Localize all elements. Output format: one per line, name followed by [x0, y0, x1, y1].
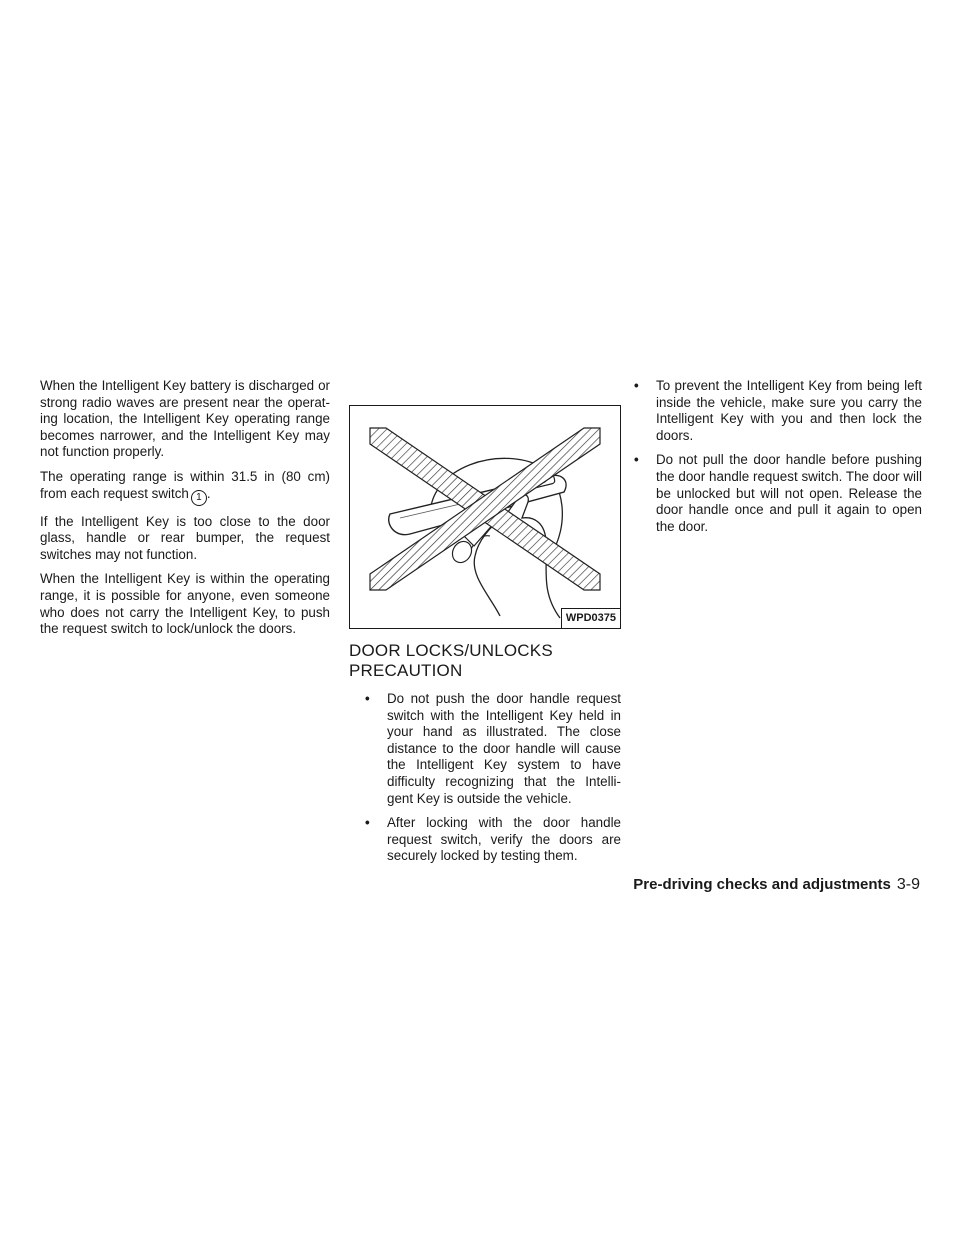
paragraph-battery: When the Intelligent Key battery is discharged or strong radio waves are present near the operat-ing location, the Intelligent Key operating range becomes narrower, and the Intelligent Key may not function properly. — [40, 378, 330, 460]
list-item: • After locking with the door handle request switch, verify the doors are securely locked by testing them. — [365, 815, 621, 864]
page-footer — [620, 876, 920, 894]
list-item: • Do not pull the door handle before pushing the door handle request switch. The door will be unlocked but will not open. Release the door handle once and pull it again to open the door. — [634, 452, 922, 534]
range-end: . — [206, 485, 211, 501]
paragraph-too-close: If the Intelligent Key is too close to the door glass, handle or rear bumper, the request switches may not function. — [40, 513, 330, 562]
paragraph-range — [40, 469, 330, 506]
range-text: The operating range is within 31.5 in (80 cm) from each request switch — [40, 468, 330, 501]
right-column — [634, 378, 922, 543]
precaution-list-continued — [634, 378, 922, 535]
middle-column — [349, 405, 621, 873]
paragraph-anyone: When the Intelligent Key is within the operating range, it is possible for anyone, even someone who does not carry the Intelligent Key, to push the request switch to lock/unlock the doors. — [40, 571, 330, 637]
door-handle-illustration — [349, 405, 621, 629]
bullet-icon: • — [365, 815, 370, 831]
bullet-icon: • — [365, 691, 370, 706]
figure-code: WPD0375 — [561, 608, 620, 628]
section-heading: DOOR LOCKS/UNLOCKS PRECAUTION — [349, 641, 553, 680]
footer-section-title: Pre-driving checks and adjustments — [633, 876, 891, 893]
page-number: 3-9 — [896, 876, 920, 893]
callout-1: 1 — [191, 490, 207, 506]
door-handle-drawing — [350, 406, 620, 628]
bullet-icon: • — [634, 378, 639, 393]
left-column — [40, 378, 330, 646]
list-item: • Do not push the door handle request switch with the Intelligent Key held in your hand as illustrated. The close distance to the door handle will cause the Intelligent Key system to have difficulty recognizing that the Intelli-gent Key is outside the vehicle. — [365, 691, 621, 806]
bullet-icon: • — [634, 452, 639, 468]
precaution-list — [349, 691, 621, 865]
list-item: • To prevent the Intelligent Key from being left inside the vehicle, make sure you carry the Intelligent Key with you and then lock the doors. — [634, 378, 922, 443]
